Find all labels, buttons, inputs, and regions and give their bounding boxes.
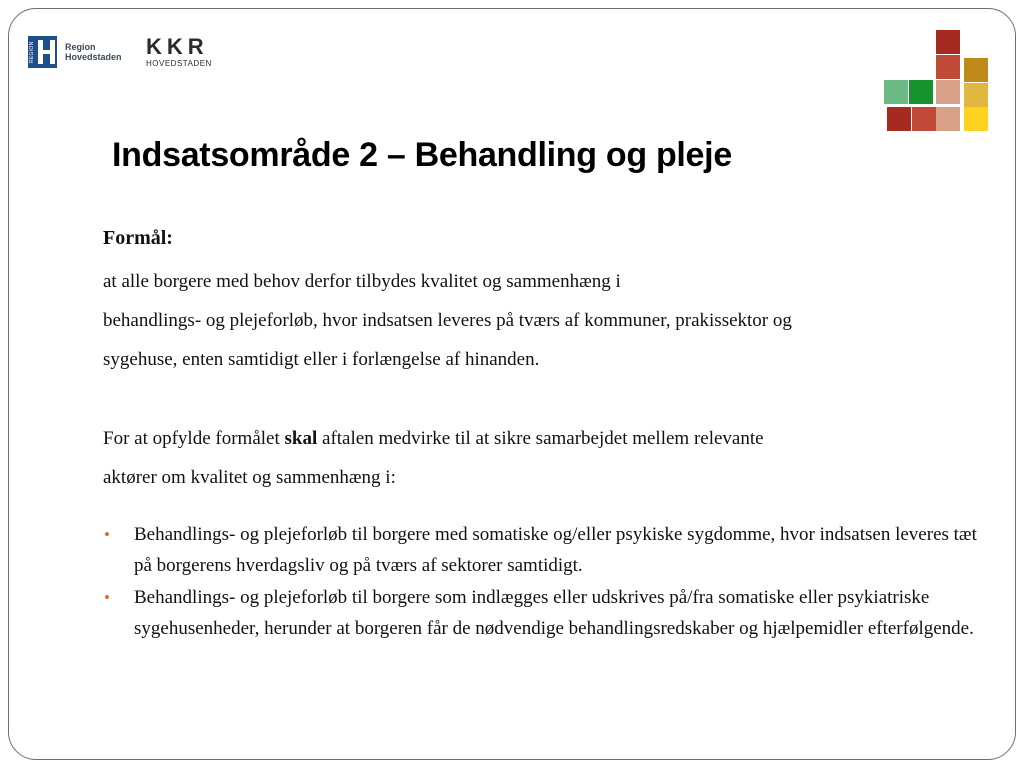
fulfil-paragraph-line1 — [103, 419, 993, 458]
purpose-line: at alle borgere med behov derfor tilbydes kvalitet og sammenhæng i — [103, 271, 621, 292]
kkr-logo-sub: HOVEDSTADEN — [146, 59, 212, 68]
region-vertical-label: REGION — [29, 41, 35, 63]
bullet-text: Behandlings- og plejeforløb til borgere med somatiske og/eller psykiske sygdomme, hvor indsatsen leveres tæt på borgerens hverdagsliv og på tværs af sektorer samtidigt. — [134, 524, 977, 576]
purpose-line: behandlings- og plejeforløb, hvor indsatsen leveres på tværs af kommuner, prakissektor og — [103, 310, 792, 331]
bullet-dot-icon: • — [104, 525, 110, 544]
fulfil-text-before: For at opfylde formålet — [103, 428, 285, 449]
purpose-label: Formål: — [103, 227, 173, 249]
fulfil-bold-word: skal — [284, 428, 318, 449]
region-logo-text — [65, 42, 122, 62]
bullet-text: Behandlings- og plejeforløb til borgere som indlægges eller udskrives på/fra somatiske eller psykiatriske sygehusenheder, herunder at borgeren får de nødvendige behandlingsredskaber og hjælpemidler efterfølgende. — [134, 587, 974, 639]
fulfil-paragraph-line2: aktører om kvalitet og sammenhæng i: — [103, 467, 396, 488]
bullet-item — [103, 582, 993, 644]
fulfil-text-after: aftalen medvirke til at sikre samarbejdet mellem relevante — [317, 428, 764, 449]
region-logo-line2: Hovedstaden — [65, 52, 122, 62]
slide-title: Indsatsområde 2 – Behandling og pleje — [112, 136, 732, 174]
kkr-hovedstaden-logo — [146, 36, 212, 69]
bullet-list — [103, 519, 993, 644]
slide-body — [103, 226, 993, 645]
purpose-line: sygehuse, enten samtidigt eller i forlængelse af hinanden. — [103, 349, 540, 370]
region-logo-line1: Region — [65, 42, 96, 52]
region-hovedstaden-logo — [28, 36, 122, 68]
region-h-icon — [28, 36, 57, 68]
bullet-dot-icon: • — [104, 588, 110, 607]
bullet-item — [103, 519, 993, 581]
kkr-logo-main: KKR — [146, 34, 209, 59]
